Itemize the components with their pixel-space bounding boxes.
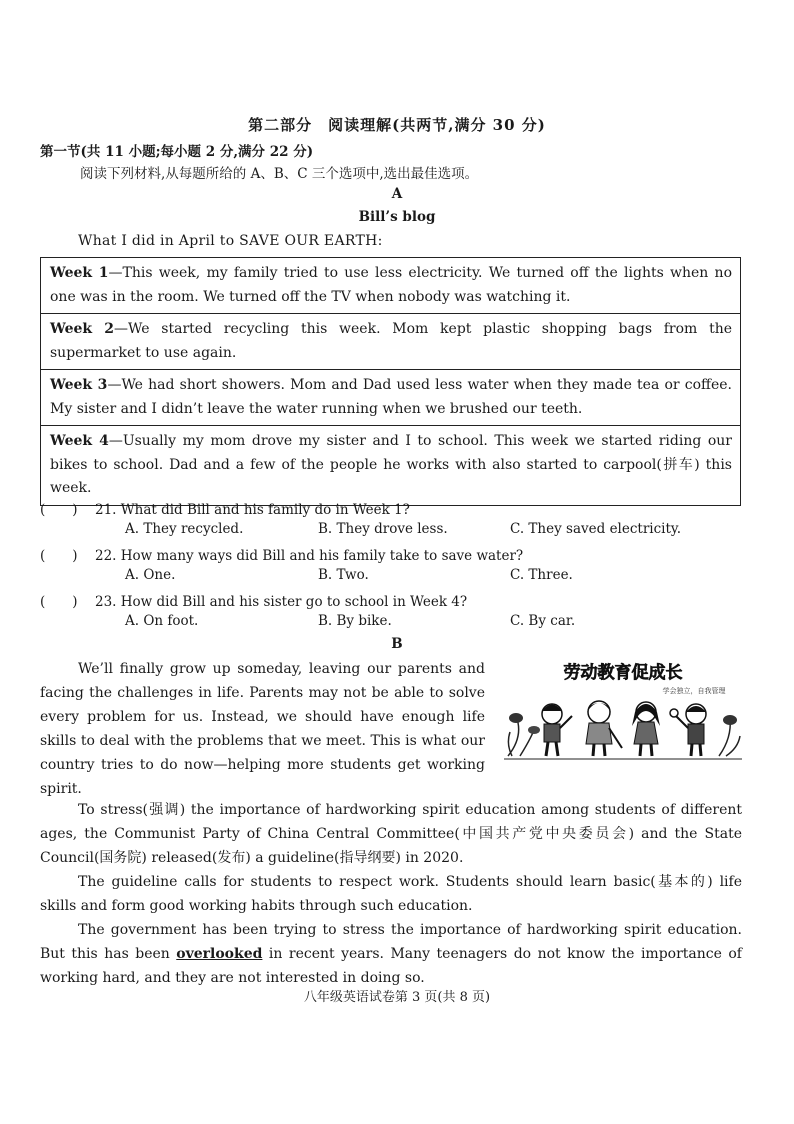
image-title: 劳动教育促成长	[563, 663, 683, 683]
option-c: C. By car.	[510, 613, 576, 629]
week-row	[41, 314, 740, 370]
option-b: B. By bike.	[318, 613, 392, 629]
image-subtitle: 学会独立，自我管理	[662, 687, 726, 695]
question-23	[40, 590, 760, 610]
week-text: —We had short showers. Mom and Dad used less water when they made tea or coffee. My sister and I didn’t leave the water running when we brushed our teeth.	[50, 377, 732, 417]
week-text: —This week, my family tried to use less electricity. We turned off the lights when no one was in the room. We turned off the TV when nobody was watching it.	[50, 265, 732, 305]
question-stem: 23. How did Bill and his sister go to school in Week 4?	[95, 594, 468, 610]
option-a: A. On foot.	[125, 613, 199, 629]
cartoon-kids-image	[504, 656, 742, 762]
option-b: B. Two.	[318, 567, 369, 583]
passage-b-paragraph-1: We’ll finally grow up someday, leaving our parents and facing the challenges in life. Parents may not be able to solve every problem for us. Instead, we should have enough life skills to deal with the problems that we meet. This is what our country tries to do now—helping more students get working spirit.	[40, 661, 485, 797]
option-c: C. They saved electricity.	[510, 521, 682, 537]
week-label: Week 2	[50, 321, 115, 337]
blog-title: Bill’s blog	[358, 209, 436, 225]
week-label: Week 1	[50, 265, 109, 281]
week-row	[41, 370, 740, 426]
option-b: B. They drove less.	[318, 521, 448, 537]
option-a: A. One.	[125, 567, 176, 583]
answer-blank[interactable]: ( )	[40, 502, 78, 518]
week-label: Week 3	[50, 377, 108, 393]
question-22	[40, 544, 760, 564]
week-text: —Usually my mom drove my sister and I to school. This week we started riding our bikes to school. Dad and a few of the people he works with also started to carpool(拼车) this week.	[50, 433, 732, 496]
labor-education-illustration	[504, 656, 742, 762]
blog-intro: What I did in April to SAVE OUR EARTH:	[78, 233, 383, 249]
week-row	[41, 258, 740, 314]
passage-b-paragraph-2: To stress(强调) the importance of hardworking spirit education among students of different ages, the Communist Party of China Central Committee(中国共产党中央委员会) and the State Council(国务院) released(发布) a guideline(指导纲要) in 2020.	[40, 802, 742, 866]
question-stem: 22. How many ways did Bill and his family take to save water?	[95, 548, 524, 564]
answer-blank[interactable]: ( )	[40, 594, 78, 610]
passage-b-paragraph-4: The government has been trying to stress the importance of hardworking spirit education. But this has been overlooked in recent years. Many teenagers do not know the importance of working hard, and they are not interested in doing so.	[40, 922, 742, 986]
question-21	[40, 498, 760, 518]
week-text: —We started recycling this week. Mom kept plastic shopping bags from the supermarket to use again.	[50, 321, 732, 361]
answer-blank[interactable]: ( )	[40, 548, 78, 564]
instruction-text: 阅读下列材料,从每题所给的 A、B、C 三个选项中,选出最佳选项。	[80, 166, 479, 182]
section-title: 第一节(共 11 小题;每小题 2 分,满分 22 分)	[40, 144, 314, 160]
underlined-word-overlooked: overlooked	[176, 946, 263, 962]
option-c: C. Three.	[510, 567, 573, 583]
option-a: A. They recycled.	[125, 521, 244, 537]
week-label: Week 4	[50, 433, 109, 449]
page-footer: 八年级英语试卷第 3 页(共 8 页)	[303, 990, 491, 1005]
passage-a-letter: A	[391, 186, 403, 202]
week-row	[41, 426, 740, 505]
week-table	[40, 257, 741, 506]
part-title: 第二部分 阅读理解(共两节,满分 30 分)	[248, 116, 546, 134]
passage-b-rest	[40, 798, 742, 990]
passage-b-letter: B	[391, 636, 403, 652]
question-stem: 21. What did Bill and his family do in Week 1?	[95, 502, 410, 518]
passage-b-paragraph-3: The guideline calls for students to respect work. Students should learn basic(基本的) life skills and form good working habits through such education.	[40, 874, 742, 914]
